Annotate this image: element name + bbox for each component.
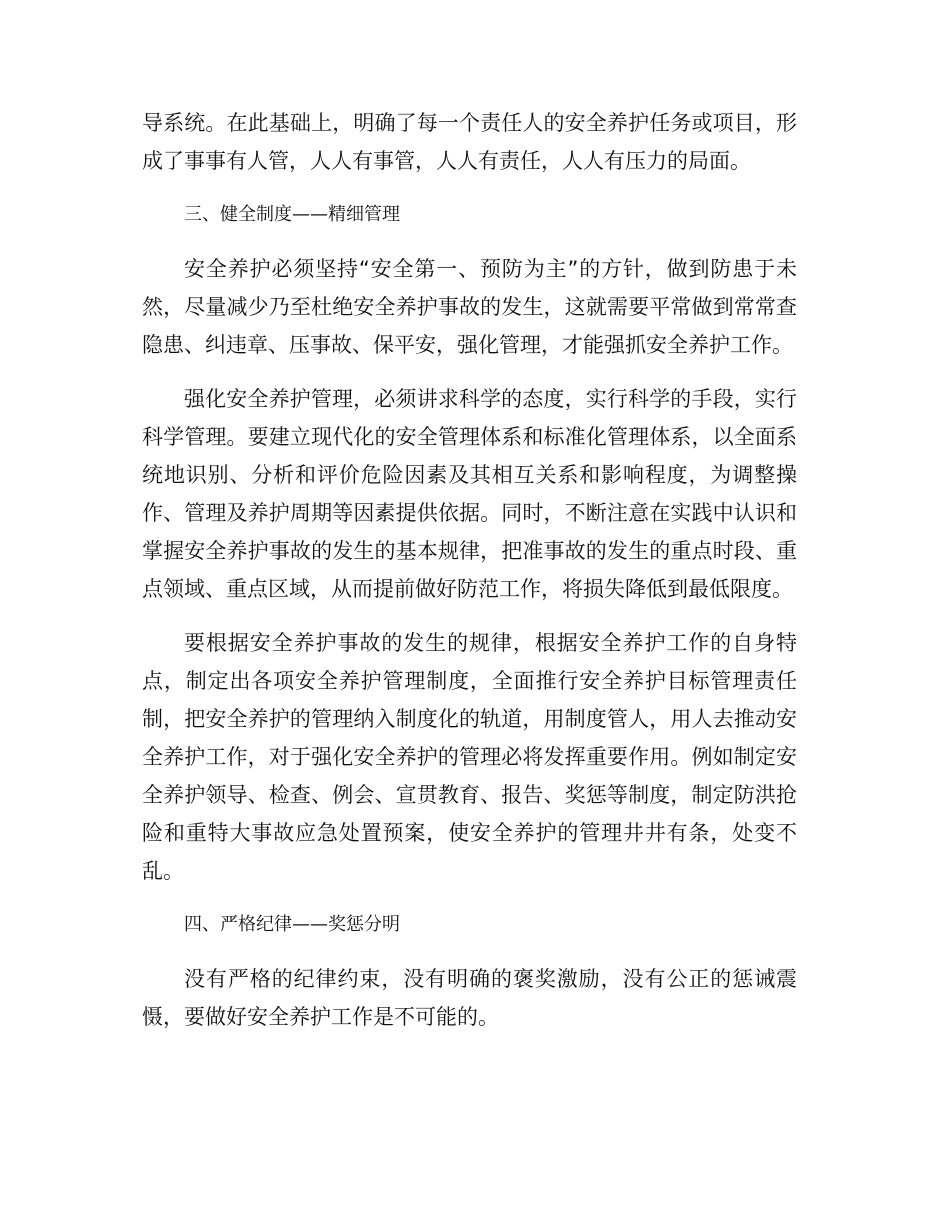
document-body — [142, 104, 797, 1052]
paragraph-continuation: 导系统。在此基础上，明确了每一个责任人的安全养护任务或项目，形成了事事有人管，人人有事管，人人有责任，人人有压力的局面。 — [142, 111, 797, 173]
paragraph: 要根据安全养护事故的发生的规律，根据安全养护工作的自身特点，制定出各项安全养护管理制度，全面推行安全养护目标管理责任制，把安全养护的管理纳入制度化的轨道，用制度管人，用人去推动安全养护工作，对于强化安全养护的管理必将发挥重要作用。例如制定安全养护领导、检查、例会、宣贯教育、报告、奖惩等制度，制定防洪抢险和重特大事故应急处置预案，使安全养护的管理井井有条，处变不乱。 — [142, 631, 797, 883]
section-heading-4: 四、严格纪律——奖惩分明 — [184, 914, 400, 935]
section-heading-3: 三、健全制度——精细管理 — [184, 204, 400, 225]
paragraph: 没有严格的纪律约束，没有明确的褒奖激励，没有公正的惩诫震慑，要做好安全养护工作是不可能的。 — [142, 967, 797, 1029]
paragraph: 安全养护必须坚持“安全第一、预防为主”的方针，做到防患于未然，尽量减少乃至杜绝安全养护事故的发生，这就需要平常做到常常查隐患、纠违章、压事故、保平安，强化管理，才能强抓安全养护工作。 — [142, 257, 797, 357]
paragraph: 强化安全养护管理，必须讲求科学的态度，实行科学的手段，实行科学管理。要建立现代化的安全管理体系和标准化管理体系，以全面系统地识别、分析和评价危险因素及其相互关系和影响程度，为调整操作、管理及养护周期等因素提供依据。同时，不断注意在实践中认识和掌握安全养护事故的发生的基本规律，把准事故的发生的重点时段、重点领域、重点区域，从而提前做好防范工作，将损失降低到最低限度。 — [142, 387, 797, 601]
